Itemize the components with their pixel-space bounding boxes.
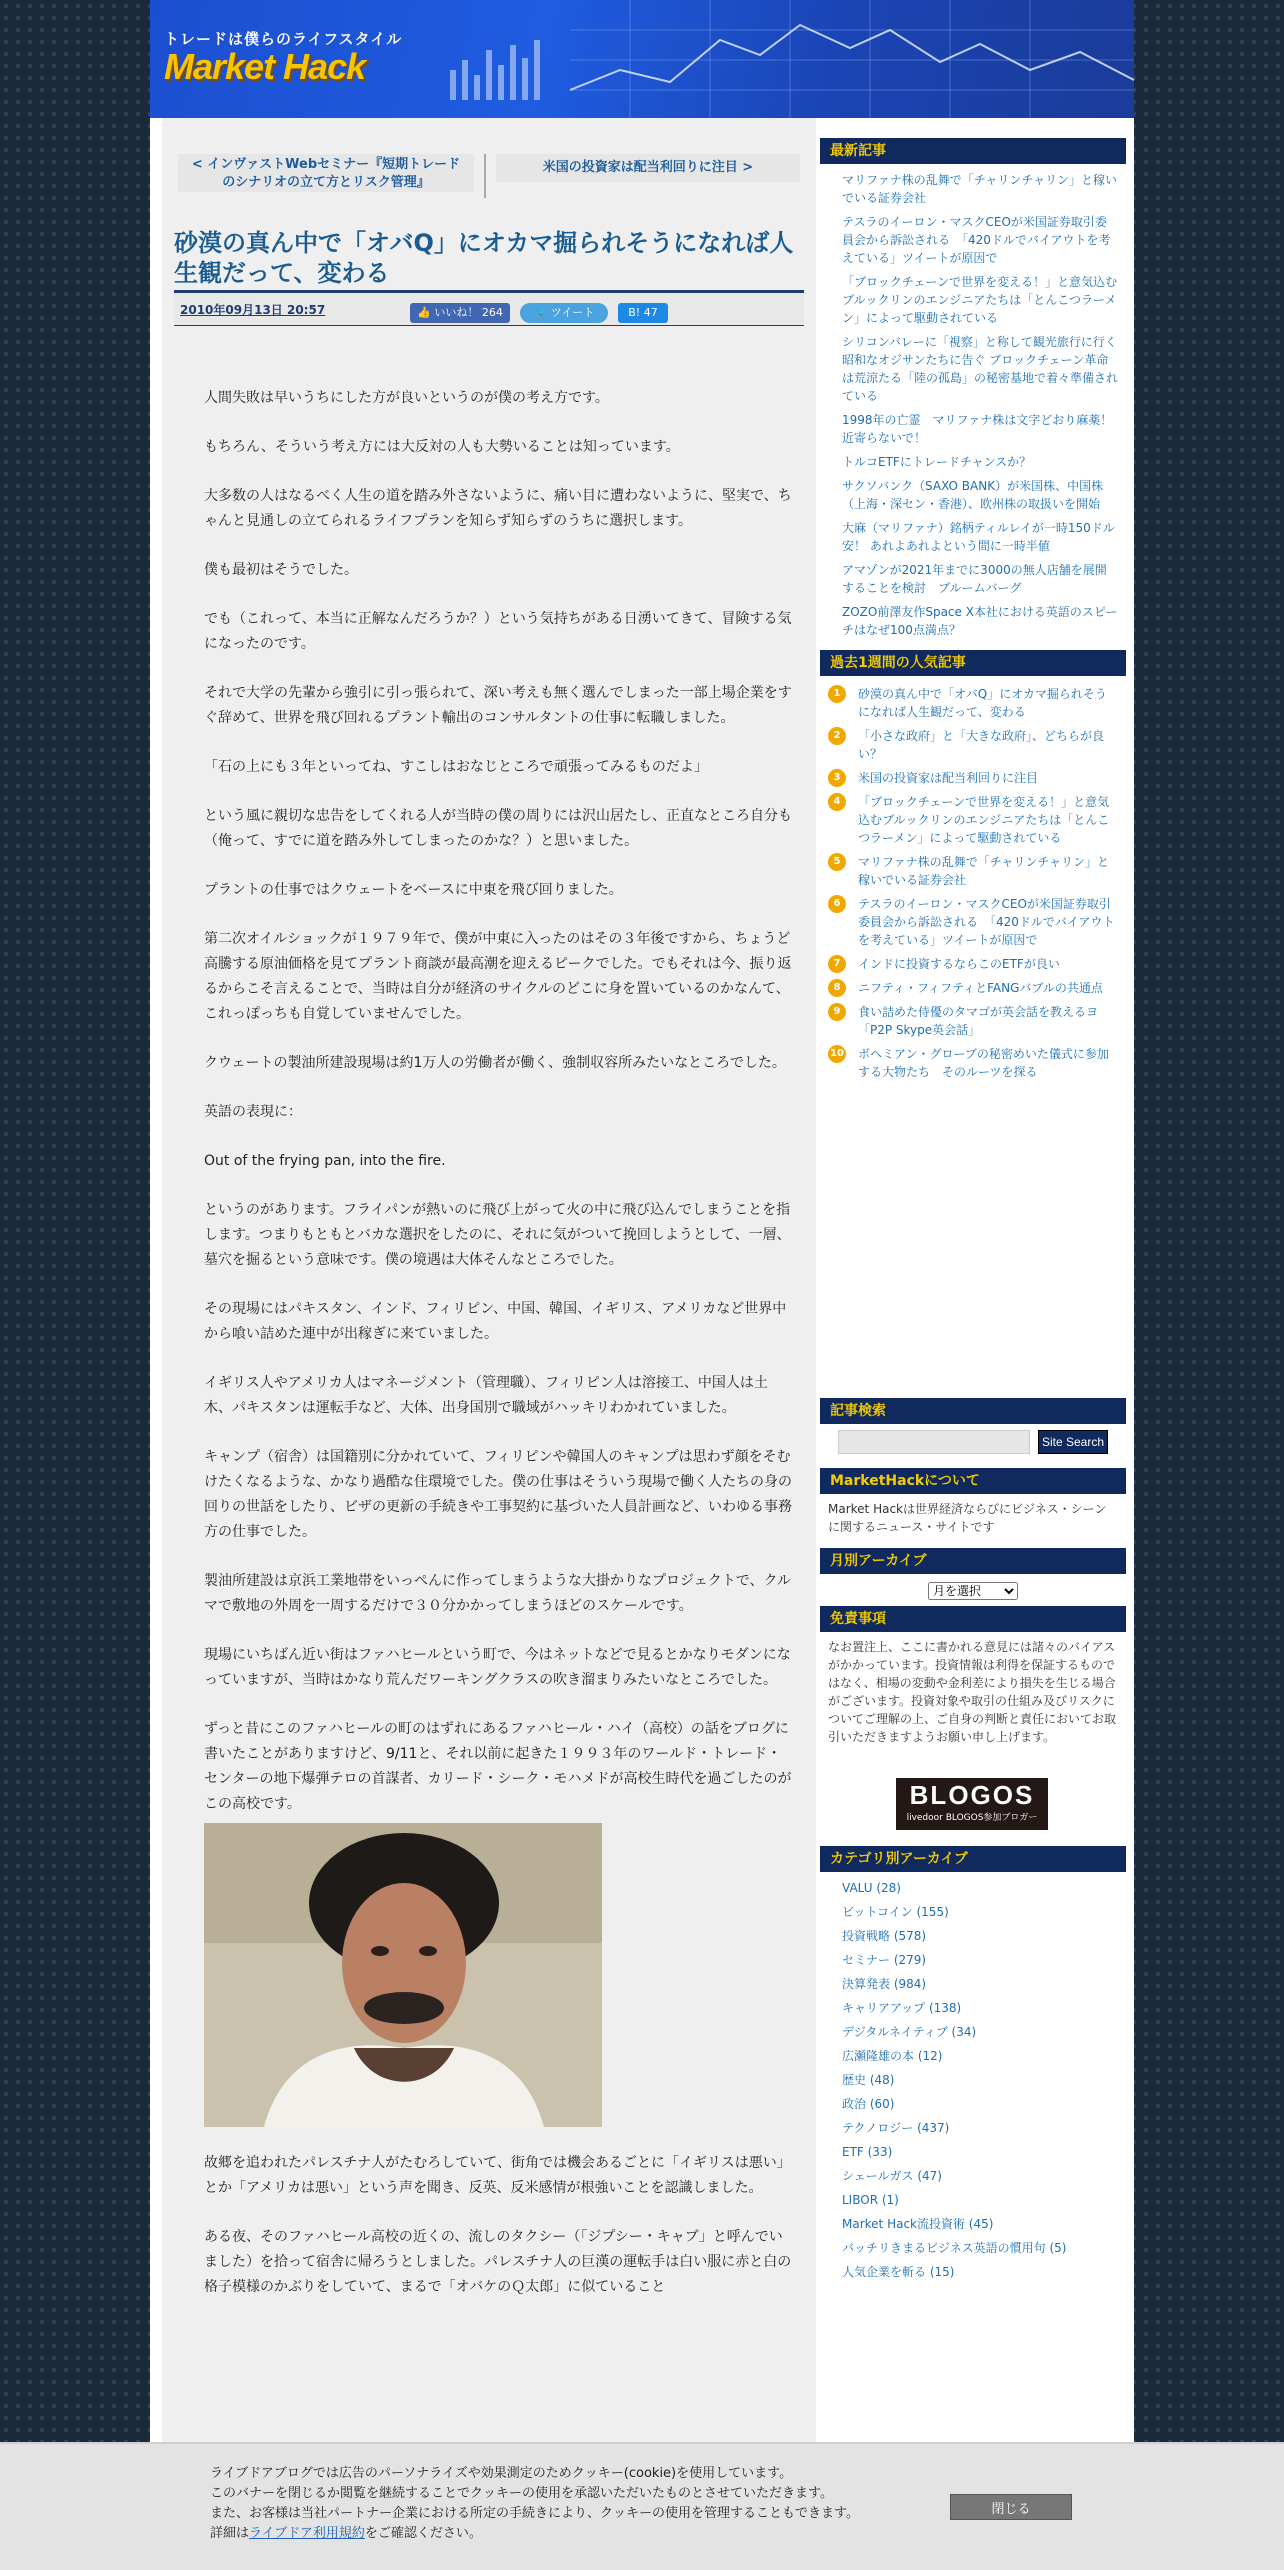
cookie-text bbox=[210, 2464, 930, 2544]
rank-badge: 8 bbox=[828, 979, 846, 997]
site-header[interactable] bbox=[150, 0, 1134, 118]
article-paragraphs bbox=[204, 386, 794, 1817]
article-paragraph: プラントの仕事ではクウェートをベースに中東を飛び回りました。 bbox=[204, 882, 623, 898]
rank-badge: 1 bbox=[828, 685, 846, 703]
article-paragraph: それで大学の先輩から強引に引っ張られて、深い考えも無く選んでしまった一部上場企業をすぐ辞めて、世界を飛び回れるプラント輸出のコンサルタントの仕事に転職しました。 bbox=[204, 685, 792, 726]
portrait-image bbox=[204, 1823, 602, 2127]
article-photo bbox=[204, 1823, 602, 2127]
latest-article-link[interactable]: テスラのイーロン・マスクCEOが米国証券取引委員会から訴訟される 「420ドルでバイアウトを考えている」ツイートが原因で bbox=[842, 215, 1111, 265]
blogos-logo-text: BLOGOS bbox=[909, 1780, 1035, 1810]
popular-article-item[interactable] bbox=[820, 724, 1126, 766]
popular-articles-list bbox=[820, 676, 1126, 1092]
category-link[interactable]: Market Hack流投資術 (45) bbox=[842, 2217, 994, 2231]
article-date[interactable]: 2010年09月13日 20:57 bbox=[180, 303, 326, 317]
archive-heading: 月別アーカイブ bbox=[820, 1548, 1126, 1574]
category-link[interactable]: ビットコイン (155) bbox=[842, 1905, 949, 1919]
article-paragraph: 第二次オイルショックが１９７９年で、僕が中東に入ったのはその３年後ですから、ちょうど高騰する原油価格を見てプラント商談が最高潮を迎えるピークでした。でもそれは今、振り返るからこそ言えることで、当時は自分が経済のサイクルのどこに身を置いているのかなんて、これっぽっちも自覚していませんでした。 bbox=[204, 931, 792, 1022]
category-link[interactable]: ETF (33) bbox=[842, 2145, 893, 2159]
nav-divider bbox=[484, 154, 486, 198]
article-paragraph: ずっと昔にこのファハヒールの町のはずれにあるファハヒール・ハイ（高校）の話をブログに書いたことがありますけど、9/11と、それ以前に起きた１９９３年のワールド・トレード・センターの地下爆弾テロの首謀者、カリード・シーク・モハメドが高校生時代を過ごしたのがこの高校です。 bbox=[204, 1721, 792, 1812]
rank-badge: 7 bbox=[828, 955, 846, 973]
category-link[interactable]: テクノロジー (437) bbox=[842, 2121, 950, 2135]
latest-article-link[interactable]: 「ブロックチェーンで世界を変える！」と意気込むブルックリンのエンジニアたちは「とんこつラーメン」によって駆動されている bbox=[842, 275, 1118, 325]
article-paragraph: でも（これって、本当に正解なんだろうか？）という気持ちがある日湧いてきて、冒険する気になったのです。 bbox=[204, 611, 792, 652]
article-paragraph: 故郷を追われたパレスチナ人がたむろしていて、街角では機会あるごとに「イギリスは悪い」とか「アメリカは悪い」という声を聞き、反英、反米感情が根強いことを認識しました。 bbox=[204, 2155, 791, 2196]
latest-article-link[interactable]: サクソバンク（SAXO BANK）が米国株、中国株（上海・深セン・香港）、欧州株の取扱いを開始 bbox=[842, 479, 1104, 511]
popular-article-item[interactable] bbox=[820, 976, 1126, 1000]
latest-article-link[interactable]: 大麻（マリファナ）銘柄ティルレイが一時150ドル安！ あれよあれよという間に一時半値 bbox=[842, 521, 1115, 553]
popular-article-item[interactable] bbox=[820, 790, 1126, 850]
category-archive-heading: カテゴリ別アーカイブ bbox=[820, 1846, 1126, 1872]
month-archive-select[interactable] bbox=[928, 1582, 1018, 1600]
latest-article-link[interactable]: アマゾンが2021年までに3000の無人店舗を展開することを検討 ブルームバーグ bbox=[842, 563, 1107, 595]
rank-badge: 2 bbox=[828, 727, 846, 745]
rank-badge: 10 bbox=[828, 1045, 846, 1063]
rank-badge: 6 bbox=[828, 895, 846, 913]
category-link[interactable]: 歴史 (48) bbox=[842, 2073, 895, 2087]
prev-article-link[interactable]: < インヴァストWebセミナー『短期トレードのシナリオの立て方とリスク管理』 bbox=[178, 154, 474, 192]
category-link[interactable]: 広瀬隆雄の本 (12) bbox=[842, 2049, 943, 2063]
article-paragraph: 人間失敗は早いうちにした方が良いというのが僕の考え方です。 bbox=[204, 390, 609, 406]
twitter-bird-icon: 🐦 bbox=[533, 306, 548, 319]
popular-article-link[interactable]: テスラのイーロン・マスクCEOが米国証券取引委員会から訴訟される 「420ドルでバイアウトを考えている」ツイートが原因で bbox=[858, 897, 1115, 947]
blogos-sub-text: livedoor BLOGOS参加ブロガー bbox=[906, 1813, 1038, 1823]
thumbs-up-icon: 👍 bbox=[417, 306, 431, 319]
popular-article-link[interactable]: マリファナ株の乱舞で「チャリンチャリン」と稼いでいる証券会社 bbox=[858, 855, 1110, 887]
cookie-line: ライブドアブログでは広告のパーソナライズや効果測定のためクッキー(cookie)を使用しています。 bbox=[210, 2466, 793, 2481]
disclaimer-text: なお置注上、ここに書かれる意見には諸々のバイアスがかかっています。投資情報は利得を保証するものではなく、相場の変動や金利差により損失を生じる場合がございます。投資対象や取引の仕組み及びリスクについてご理解の上、ご自身の判断と責任においてお取引いただきますようお願い申し上げます。 bbox=[828, 1640, 1117, 1744]
category-link[interactable]: LIBOR (1) bbox=[842, 2193, 899, 2207]
about-text: Market Hackは世界経済ならびにビジネス・シーンに関するニュース・サイトです bbox=[828, 1502, 1107, 1534]
article-paragraph: 製油所建設は京浜工業地帯をいっぺんに作ってしまうような大掛かりなプロジェクトで、クルマで敷地の外周を一周するだけで３０分かかってしまうほどのスケールです。 bbox=[204, 1573, 792, 1614]
rank-badge: 9 bbox=[828, 1003, 846, 1021]
rank-badge: 5 bbox=[828, 853, 846, 871]
about-heading: MarketHackについて bbox=[820, 1468, 1126, 1494]
popular-article-item[interactable] bbox=[820, 1042, 1126, 1084]
article-paragraph: ある夜、そのファハヒール高校の近くの、流しのタクシー（「ジプシー・キャブ」と呼んでいました）を拾って宿舎に帰ろうとしました。パレスチナ人の巨漢の運転手は白い服に赤と白の格子模様のかぶりをしていて、まるで「オバケのＱ太郎」に似ていること bbox=[204, 2229, 792, 2295]
like-count: いいね！ 264 bbox=[434, 306, 503, 319]
disclaimer-heading: 免責事項 bbox=[820, 1606, 1126, 1632]
article-paragraph: 英語の表現に： bbox=[204, 1104, 302, 1120]
popular-article-item[interactable] bbox=[820, 952, 1126, 976]
article-paragraph: というのがあります。フライパンが熱いのに飛び上がって火の中に飛び込んでしまうことを指します。つまりもともとバカな選択をしたのに、それに気がついて挽回しようとして、一層、墓穴を掘るという意味です。僕の境遇は大体そんなところでした。 bbox=[204, 1202, 791, 1268]
search-heading: 記事検索 bbox=[820, 1398, 1126, 1424]
category-link[interactable]: 人気企業を斬る (15) bbox=[842, 2265, 955, 2279]
category-link[interactable]: デジタルネイティブ (34) bbox=[842, 2025, 977, 2039]
popular-articles-heading: 過去1週間の人気記事 bbox=[820, 650, 1126, 676]
latest-articles-heading: 最新記事 bbox=[820, 138, 1126, 164]
category-link[interactable]: セミナー (279) bbox=[842, 1953, 927, 1967]
article-paragraph: その現場にはパキスタン、インド、フィリピン、中国、韓国、イギリス、アメリカなど世界中から喰い詰めた連中が出稼ぎに来ていました。 bbox=[204, 1301, 787, 1342]
article-body bbox=[204, 386, 794, 2324]
site-search-button[interactable]: Site Search bbox=[1038, 1430, 1108, 1454]
category-link[interactable]: 投資戦略 (578) bbox=[842, 1929, 927, 1943]
article-paragraph: イギリス人やアメリカ人はマネージメント（管理職）、フィリピン人は溶接工、中国人は土木、パキスタンは運転手など、大体、出身国別で職域がハッキリわかれていました。 bbox=[204, 1375, 768, 1416]
latest-article-link[interactable]: シリコンバレーに「視察」と称して観光旅行に行く昭和なオジサンたちに告ぐ ブロックチェーン革命は荒涼たる「陸の孤島」の秘密基地で着々準備されている bbox=[842, 335, 1119, 403]
hatena-bookmark-button[interactable]: B! 47 bbox=[618, 303, 668, 323]
terms-link[interactable]: ライブドア利用規約 bbox=[249, 2526, 365, 2541]
category-link[interactable]: バッチリきまるビジネス英語の慣用句 (5) bbox=[842, 2241, 1067, 2255]
popular-article-item[interactable] bbox=[820, 850, 1126, 892]
tweet-button[interactable] bbox=[520, 303, 608, 323]
rank-badge: 4 bbox=[828, 793, 846, 811]
article-paragraph: 大多数の人はなるべく人生の道を踏み外さないように、痛い目に遭わないように、堅実で、ちゃんと見通しの立てられるライフプランを知らず知らずのうちに選択します。 bbox=[204, 488, 792, 529]
article-paragraphs-continued bbox=[204, 2151, 794, 2300]
sidebar bbox=[820, 118, 1126, 2288]
article-paragraph: クウェートの製油所建設現場は約1万人の労働者が働く、強制収容所みたいなところでした。 bbox=[204, 1055, 786, 1071]
article-meta-bar bbox=[174, 293, 804, 326]
main-column bbox=[162, 118, 816, 2568]
popular-article-item[interactable] bbox=[820, 766, 1126, 790]
tweet-label: ツイート bbox=[550, 306, 595, 319]
cookie-banner bbox=[0, 2442, 1284, 2570]
site-tagline: トレードは僕らのライフスタイル bbox=[164, 30, 403, 48]
cookie-close-button[interactable]: 閉じる bbox=[950, 2494, 1072, 2520]
category-link[interactable]: VALU (28) bbox=[842, 1881, 901, 1895]
search-box bbox=[820, 1424, 1126, 1460]
category-list bbox=[820, 1872, 1126, 2288]
popular-article-link[interactable]: 「ブロックチェーンで世界を変える！」と意気込むブルックリンのエンジニアたちは「とんこつラーメン」によって駆動されている bbox=[858, 795, 1110, 845]
article-paragraph: という風に親切な忠告をしてくれる人が当時の僕の周りには沢山居たし、正直なところ自分も（俺って、すでに道を踏み外してしまったのかな？）と思いました。 bbox=[204, 808, 792, 849]
popular-article-link[interactable]: インドに投資するならこのETFが良い bbox=[858, 957, 1060, 971]
category-link[interactable]: キャリアアップ (138) bbox=[842, 2001, 962, 2015]
latest-article-link[interactable]: ZOZO前澤友作Space X本社における英語のスピーチはなぜ100点満点？ bbox=[842, 605, 1118, 637]
latest-article-link[interactable]: トルコETFにトレードチャンスか？ bbox=[842, 455, 1032, 469]
cookie-line: このバナーを閉じるか閲覧を継続することでクッキーの使用を承認いただいたものとさせていただきます。 bbox=[210, 2486, 833, 2501]
popular-article-item[interactable] bbox=[820, 682, 1126, 724]
popular-article-link[interactable]: 砂漠の真ん中で「オバQ」にオカマ掘られそうになれば人生観だって、変わる bbox=[858, 687, 1107, 719]
article-paragraph: 現場にいちばん近い街はファハヒールという町で、今はネットなどで見るとかなりモダンになっていますが、当時はかなり荒んだワーキングクラスの吹き溜まりみたいなところでした。 bbox=[204, 1647, 791, 1688]
cookie-detail-line bbox=[210, 2524, 930, 2544]
category-link[interactable]: シェールガス (47) bbox=[842, 2169, 942, 2183]
latest-article-link[interactable]: 1998年の亡霊 マリファナ株は文字どおり麻薬！ 近寄らないで！ bbox=[842, 413, 1125, 445]
popular-article-item[interactable] bbox=[820, 892, 1126, 952]
category-link[interactable]: 決算発表 (984) bbox=[842, 1977, 927, 1991]
popular-article-link[interactable]: 食い詰めた侍優のタマゴが英会話を教えるヨ 「P2P Skype英会話」 bbox=[858, 1005, 1111, 1037]
popular-article-link[interactable]: 「小さな政府」と「大きな政府」、どちらが良い？ bbox=[858, 729, 1105, 761]
latest-article-link[interactable]: マリファナ株の乱舞で「チャリンチャリン」と稼いでいる証券会社 bbox=[842, 173, 1118, 205]
category-link[interactable]: 政治 (60) bbox=[842, 2097, 895, 2111]
page-wrapper bbox=[150, 0, 1134, 2568]
popular-article-link[interactable]: 米国の投資家は配当利回りに注目 bbox=[858, 771, 1039, 785]
popular-article-link[interactable]: ボヘミアン・グローブの秘密めいた儀式に参加する大物たち そのルーツを探る bbox=[858, 1047, 1109, 1079]
latest-articles-list bbox=[820, 164, 1126, 650]
cookie-detail-prefix: 詳細は bbox=[210, 2526, 250, 2541]
blogos-badge[interactable] bbox=[896, 1778, 1048, 1830]
article-paragraph: 「石の上にも３年といってね、すこしはおなじところで頑張ってみるものだよ」 bbox=[204, 759, 708, 775]
article-title[interactable]: 砂漠の真ん中で「オバQ」にオカマ掘られそうになれば人生観だって、変わる bbox=[174, 229, 794, 287]
search-input[interactable] bbox=[838, 1430, 1030, 1454]
facebook-like-button[interactable] bbox=[410, 303, 510, 323]
next-article-link[interactable]: 米国の投資家は配当利回りに注目 > bbox=[496, 154, 800, 182]
article-paragraph: もちろん、そういう考え方には大反対の人も大勢いることは知っています。 bbox=[204, 439, 680, 455]
site-logo[interactable]: Market Hack bbox=[164, 46, 366, 87]
cookie-line: また、お客様は当社パートナー企業における所定の手続きにより、クッキーの使用を管理することもできます。 bbox=[210, 2506, 859, 2521]
cookie-detail-suffix: をご確認ください。 bbox=[364, 2526, 482, 2541]
article-paragraph: キャンプ（宿舎）は国籍別に分かれていて、フィリピンや韓国人のキャンプは思わず顔をそむけたくなるような、かなり過酷な住環境でした。僕の仕事はそういう現場で働く人たちの身の回りの世話をしたり、ビザの更新の手続きや工事契約に基づいた人員計画など、いわゆる事務方の仕事でした。 bbox=[204, 1449, 792, 1540]
article-paragraph: Out of the frying pan, into the fire. bbox=[204, 1153, 446, 1169]
rank-badge: 3 bbox=[828, 769, 846, 787]
popular-article-link[interactable]: ニフティ・フィフティとFANGバブルの共通点 bbox=[858, 981, 1103, 995]
article-paragraph: 僕も最初はそうでした。 bbox=[204, 562, 358, 578]
popular-article-item[interactable] bbox=[820, 1000, 1126, 1042]
